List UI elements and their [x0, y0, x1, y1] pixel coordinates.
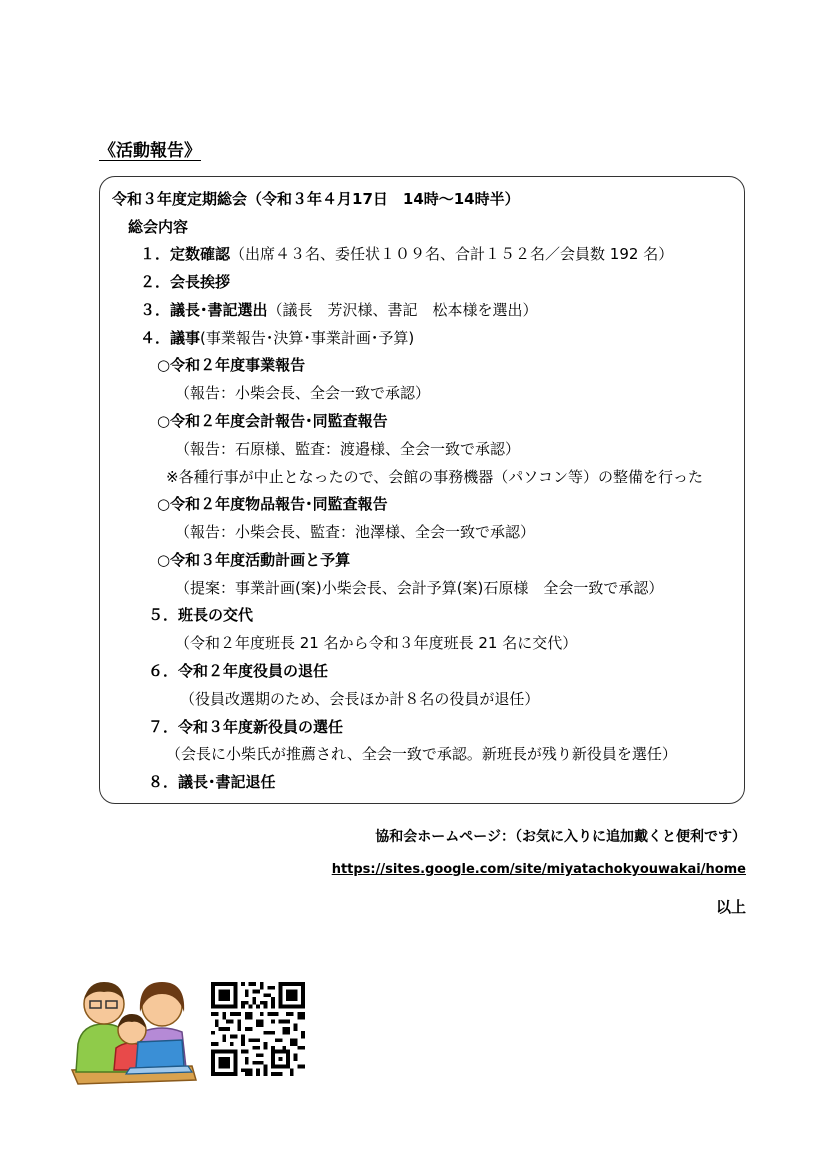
meeting-title: 令和３年度定期総会（令和３年４月17日 14時～14時半）: [112, 190, 520, 208]
item-title: 議長･書記退任: [178, 773, 276, 791]
agenda-item-2: [140, 272, 230, 292]
item-title: 議事: [170, 329, 201, 347]
qr-code: [211, 982, 305, 1076]
item-number: ４．: [140, 329, 171, 347]
item-detail: （出席４３名、委任状１０９名、合計１５２名／会員数 192 名）: [230, 245, 674, 263]
agenda-item-7: [148, 717, 343, 737]
family-computer-icon: [72, 982, 196, 1084]
item-number: ２．: [140, 273, 171, 291]
sub-agenda-title: ○令和２年度会計報告･同監査報告: [157, 412, 388, 430]
sub-agenda-detail: （提案：事業計画(案)小柴会長、会計予算(案)石原様 全会一致で承認）: [175, 579, 664, 597]
agenda-item-8: [148, 772, 276, 792]
agenda-item-5: [148, 605, 253, 625]
agenda-item-1: [140, 244, 673, 264]
sub-agenda-note: ※各種行事が中止となったので、会館の事務機器（パソコン等）の整備を行った: [166, 468, 703, 486]
homepage-url[interactable]: [332, 862, 746, 877]
item-number: ７．: [148, 718, 179, 736]
contents-label: 総会内容: [128, 218, 189, 236]
item-number: ８．: [148, 773, 179, 791]
item-title: 議長･書記選出: [170, 301, 268, 319]
sub-agenda-detail: （報告：小柴会長、全会一致で承認）: [175, 384, 431, 402]
item-detail: （令和２年度班長 21 名から令和３年度班長 21 名に交代）: [175, 634, 578, 652]
sub-agenda-detail: （報告：石原様、監査：渡邉様、全会一致で承認）: [175, 440, 521, 458]
sub-agenda-title: ○令和２年度事業報告: [157, 356, 306, 374]
item-detail: （議長 芳沢様、書記 松本様を選出）: [267, 301, 538, 319]
item-number: ６．: [148, 662, 179, 680]
item-detail: （会長に小柴氏が推薦され、全会一致で承認。新班長が残り新役員を選任）: [166, 745, 677, 763]
item-number: ３．: [140, 301, 171, 319]
section-heading: 《活動報告》: [99, 141, 201, 161]
meeting-report-box: [99, 176, 745, 804]
item-detail: (事業報告･決算･事業計画･予算): [200, 329, 415, 347]
family-computer-illustration: [70, 972, 200, 1087]
item-title: 会長挨拶: [170, 273, 231, 291]
item-title: 班長の交代: [178, 606, 254, 624]
item-title: 令和２年度役員の退任: [178, 662, 329, 680]
closing-text: 以上: [715, 898, 746, 916]
item-number: ５．: [148, 606, 179, 624]
sub-agenda-title: ○令和２年度物品報告･同監査報告: [157, 495, 388, 513]
homepage-link[interactable]: https://sites.google.com/site/miyatachokyouwakai/home: [331, 862, 746, 877]
agenda-item-3: [140, 300, 538, 320]
agenda-item-6: [148, 661, 328, 681]
item-detail: （役員改選期のため、会長ほか計８名の役員が退任）: [180, 690, 540, 708]
item-number: １．: [140, 245, 171, 263]
sub-agenda-title: ○令和３年度活動計画と予算: [157, 551, 351, 569]
sub-agenda-detail: （報告：小柴会長、監査：池澤様、全会一致で承認）: [175, 523, 536, 541]
item-title: 令和３年度新役員の選任: [178, 718, 344, 736]
homepage-label: 協和会ホームページ：（お気に入りに追加戴くと便利です）: [375, 829, 746, 845]
agenda-item-4: [140, 328, 414, 348]
item-title: 定数確認: [170, 245, 231, 263]
